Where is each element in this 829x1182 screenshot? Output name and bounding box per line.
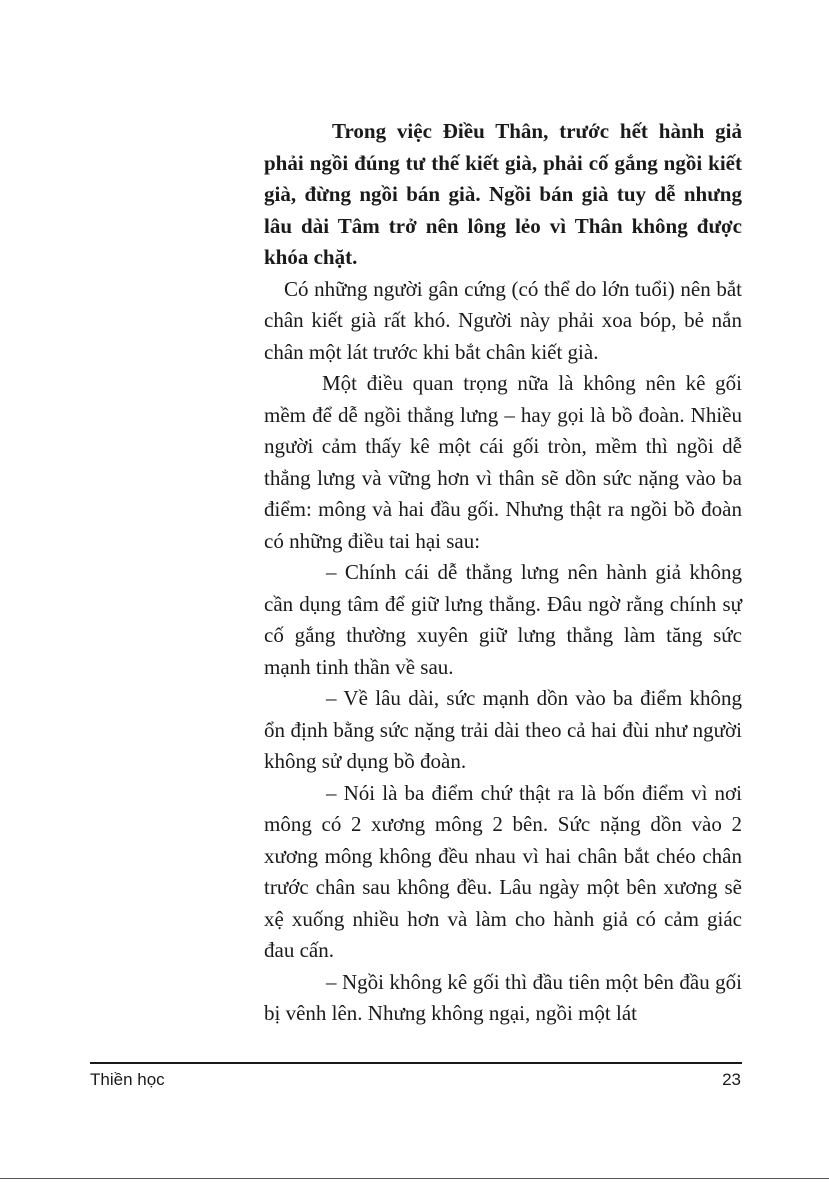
- footer-book-title: Thiền học: [90, 1070, 165, 1089]
- body-text: [264, 116, 742, 1030]
- paragraph-dieu-than: Trong việc Điều Thân, trước hết hành giả phải ngồi đúng tư thế kiết già, phải cố gắng ngồi kiết già, đừng ngồi bán già. Ngồi bán già tuy dễ nhưng lâu dài Tâm trở nên lông lẻo vì Thân không được khóa chặt.: [264, 119, 742, 269]
- paragraph-gan-cung: Có những người gân cứng (có thể do lớn tuổi) nên bắt chân kiết già rất khó. Người này phải xoa bóp, bẻ nắn chân một lát trước khi bắt chân kiết già.: [264, 276, 742, 364]
- footer-rule: [90, 1062, 742, 1064]
- page-bottom-edge: [0, 1178, 829, 1179]
- paragraph-point-1: – Chính cái dễ thẳng lưng nên hành giả không cần dụng tâm để giữ lưng thẳng. Đâu ngờ rằng chính sự cố gắng thường xuyên giữ lưng thẳng làm tăng sức mạnh tinh thần về sau.: [264, 560, 742, 679]
- footer-page-number: 23: [722, 1070, 741, 1089]
- paragraph-point-4: – Ngồi không kê gối thì đầu tiên một bên đầu gối bị vênh lên. Nhưng không ngại, ngồi một lát: [264, 969, 742, 1025]
- paragraph-point-2: – Về lâu dài, sức mạnh dồn vào ba điểm không ổn định bằng sức nặng trải dài theo cả hai đùi như người không sử dụng bồ đoàn.: [264, 686, 742, 773]
- paragraph-bo-doan: Một điều quan trọng nữa là không nên kê gối mềm để dễ ngồi thẳng lưng – hay gọi là bồ đoàn. Nhiều người cảm thấy kê một cái gối tròn, mềm thì ngồi dễ thẳng lưng và vững hơn vì thân sẽ dồn sức nặng vào ba điểm: mông và hai đầu gối. Nhưng thật ra ngồi bồ đoàn có những điều tai hại sau:: [264, 371, 742, 553]
- paragraph-point-3: – Nói là ba điểm chứ thật ra là bốn điểm vì nơi mông có 2 xương mông 2 bên. Sức nặng dồn vào 2 xương mông không đều nhau vì hai chân bắt chéo chân trước chân sau không đều. Lâu ngày một bên xương sẽ xệ xuống nhiều hơn và làm cho hành giả có cảm giác đau cấn.: [264, 780, 742, 962]
